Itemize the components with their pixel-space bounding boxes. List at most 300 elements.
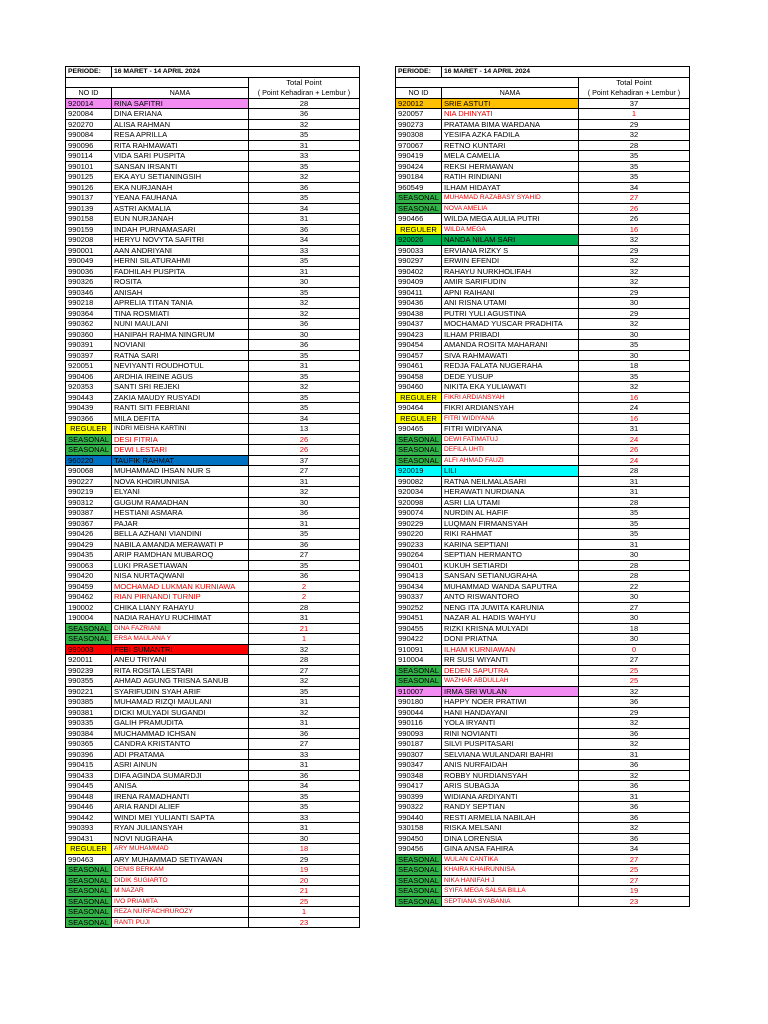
table-row (66, 424, 360, 435)
employee-name: HAPPY NOER PRATIWI (441, 697, 578, 708)
table-row (66, 581, 360, 592)
table-row (66, 98, 360, 109)
total-point-value: 1 (248, 634, 359, 645)
employee-id: 990464 (396, 403, 442, 414)
total-point-value: 31 (248, 476, 359, 487)
total-point-value: 36 (248, 182, 359, 193)
employee-id: 990423 (396, 329, 442, 340)
employee-id: 990391 (66, 340, 112, 351)
employee-id: 960549 (396, 182, 442, 193)
employee-name: ASTRI AKMALIA (111, 203, 248, 214)
total-point-value: 35 (578, 340, 689, 351)
employee-name: SEPTIANA SYABANIA (441, 896, 578, 907)
employee-id: 990074 (396, 508, 442, 519)
employee-name: RANTI SITI FEBRIANI (111, 403, 248, 414)
table-row (396, 823, 690, 834)
employee-id: 920012 (396, 98, 442, 109)
total-point-value: 13 (248, 424, 359, 435)
employee-id: 990438 (396, 308, 442, 319)
employee-id: 990229 (396, 518, 442, 529)
employee-name: NADIA RAHAYU RUCHIMAT (111, 613, 248, 624)
employee-id: 990406 (66, 371, 112, 382)
table-row (396, 760, 690, 771)
employee-name: MILA DEFITA (111, 413, 248, 424)
employee-id: 920019 (396, 466, 442, 477)
employee-name: BELLA AZHANI VIANDINI (111, 529, 248, 540)
total-point-value: 36 (578, 728, 689, 739)
table-row (396, 865, 690, 876)
table-row (66, 907, 360, 918)
total-point-value: 27 (248, 665, 359, 676)
table-row (66, 298, 360, 309)
total-point-header: Total Point (248, 77, 359, 88)
total-point-value: 36 (248, 571, 359, 582)
table-row (66, 749, 360, 760)
total-point-value: 31 (248, 697, 359, 708)
total-point-value: 32 (578, 686, 689, 697)
total-point-value: 31 (248, 760, 359, 771)
total-point-value: 35 (248, 350, 359, 361)
total-point-value: 30 (248, 497, 359, 508)
employee-name: PAJAR (111, 518, 248, 529)
employee-id: 990084 (66, 130, 112, 141)
employee-name: APRELIA TITAN TANIA (111, 298, 248, 309)
table-row (66, 634, 360, 645)
employee-id: 990239 (66, 665, 112, 676)
table-row (396, 235, 690, 246)
employee-name: MUHAMAD RAZABASY SYAHID (441, 193, 578, 204)
employee-id: 990093 (396, 728, 442, 739)
total-point-value: 31 (578, 476, 689, 487)
employee-type-tag: SEASONAL (396, 854, 442, 865)
table-row (396, 298, 690, 309)
employee-id: 990001 (66, 245, 112, 256)
header-spacer (441, 77, 578, 88)
total-point-value: 16 (578, 392, 689, 403)
total-point-value: 35 (248, 193, 359, 204)
table-row (396, 487, 690, 498)
employee-id: 990443 (66, 392, 112, 403)
employee-name: RINI NOVIANTI (441, 728, 578, 739)
employee-name: SIVA RAHMAWATI (441, 350, 578, 361)
table-row (396, 340, 690, 351)
employee-id: 990297 (396, 256, 442, 267)
employee-id: 990431 (66, 833, 112, 844)
employee-name: NIKA HANIFAH J (441, 875, 578, 886)
total-point-value: 34 (248, 413, 359, 424)
total-point-value: 36 (578, 802, 689, 813)
table-row (396, 193, 690, 204)
employee-name: WILDA MEGA AULIA PUTRI (441, 214, 578, 225)
employee-id: 990096 (66, 140, 112, 151)
total-point-value: 32 (248, 382, 359, 393)
total-point-value: 29 (578, 119, 689, 130)
employee-name: FITRI WIDIYANA (441, 424, 578, 435)
table-row (396, 445, 690, 456)
total-point-value: 16 (578, 224, 689, 235)
employee-name: DINA LORENSIA (441, 833, 578, 844)
employee-name: KUKUH SETIARDI (441, 560, 578, 571)
total-point-value: 28 (578, 497, 689, 508)
employee-name: RITA ROSITA LESTARI (111, 665, 248, 676)
total-point-value: 32 (578, 739, 689, 750)
total-point-value: 29 (578, 308, 689, 319)
employee-name: FITRI WIDIYANA (441, 413, 578, 424)
table-row (66, 224, 360, 235)
employee-name: FEBI SUMANTRI (111, 644, 248, 655)
table-row (396, 550, 690, 561)
employee-type-tag: SEASONAL (396, 455, 442, 466)
employee-id: 990422 (396, 634, 442, 645)
table-row (66, 151, 360, 162)
total-point-value: 27 (578, 854, 689, 865)
employee-name: GINA ANSA FAHIRA (441, 844, 578, 855)
total-point-value: 1 (578, 109, 689, 120)
table-row (66, 487, 360, 498)
employee-id: 990446 (66, 802, 112, 813)
employee-name: EKA NURJANAH (111, 182, 248, 193)
table-row (66, 203, 360, 214)
total-point-value: 32 (248, 707, 359, 718)
employee-id: 990434 (396, 581, 442, 592)
employee-id: 990448 (66, 791, 112, 802)
employee-id: 990044 (396, 707, 442, 718)
total-point-value: 35 (578, 161, 689, 172)
table-row (396, 844, 690, 855)
header-row-top (66, 77, 360, 88)
period-label: PERIODE: (66, 67, 112, 78)
table-row (66, 329, 360, 340)
employee-id: 910091 (396, 644, 442, 655)
table-row (66, 875, 360, 886)
table-row (396, 539, 690, 550)
employee-name: ARY MUHAMMAD SETIYAWAN (111, 854, 248, 865)
employee-name: ASRI AINUN (111, 760, 248, 771)
employee-name: DIDIK SUGIARTO (111, 875, 248, 886)
employee-name: RIKI RAHMAT (441, 529, 578, 540)
total-point-value: 30 (578, 350, 689, 361)
employee-name: RATNA SARI (111, 350, 248, 361)
table-row (66, 571, 360, 582)
employee-name: WILDA MEGA (441, 224, 578, 235)
employee-id: 990445 (66, 781, 112, 792)
employee-name: DIFA AGINDA SUMARDJI (111, 770, 248, 781)
employee-name: SEPTIAN HERMANTO (441, 550, 578, 561)
total-point-value: 36 (248, 319, 359, 330)
total-point-value: 26 (578, 203, 689, 214)
employee-name: REZA NURFACHRUROZY (111, 907, 248, 918)
employee-name: REDJA FALATA NUGERAHA (441, 361, 578, 372)
left-table-body (66, 67, 360, 928)
table-row (66, 266, 360, 277)
employee-id: 910007 (396, 686, 442, 697)
total-point-value: 35 (248, 802, 359, 813)
employee-id: 910004 (396, 655, 442, 666)
employee-name: ALFI AHMAD FAUZI (441, 455, 578, 466)
table-row (66, 592, 360, 603)
employee-name: LUKI PRASETIAWAN (111, 560, 248, 571)
total-point-value: 35 (578, 508, 689, 519)
total-point-value: 36 (248, 340, 359, 351)
total-point-value: 29 (578, 245, 689, 256)
employee-name: NISA NURTAQWANI (111, 571, 248, 582)
table-row (396, 140, 690, 151)
employee-name: NURDIN AL HAFIF (441, 508, 578, 519)
total-point-value: 31 (248, 823, 359, 834)
employee-name: ARIS SUBAGJA (441, 781, 578, 792)
table-row (396, 655, 690, 666)
table-row (66, 665, 360, 676)
table-row (66, 434, 360, 445)
total-point-value: 20 (248, 875, 359, 886)
employee-id: 990387 (66, 508, 112, 519)
total-point-value: 2 (248, 581, 359, 592)
total-point-value: 30 (578, 298, 689, 309)
employee-name: REKSI HERMAWAN (441, 161, 578, 172)
employee-id: 990346 (66, 287, 112, 298)
table-row (66, 119, 360, 130)
employee-id: 990312 (66, 497, 112, 508)
table-row (396, 886, 690, 897)
employee-id: 990465 (396, 424, 442, 435)
total-point-value: 21 (248, 623, 359, 634)
total-point-value: 35 (578, 172, 689, 183)
total-point-value: 28 (578, 571, 689, 582)
total-point-value: 37 (578, 98, 689, 109)
total-point-value: 35 (248, 403, 359, 414)
employee-name: IRENA RAMADHANTI (111, 791, 248, 802)
total-point-value: 32 (578, 823, 689, 834)
total-point-value: 26 (578, 445, 689, 456)
employee-name: FIKRI ARDIANSYAH (441, 392, 578, 403)
table-row (66, 707, 360, 718)
total-point-value: 32 (248, 644, 359, 655)
total-point-value: 2 (248, 592, 359, 603)
employee-name: RAHAYU NURKHOLIFAH (441, 266, 578, 277)
table-row (396, 581, 690, 592)
employee-id: 990458 (396, 371, 442, 382)
employee-name: RIZKI KRISNA MULYADI (441, 623, 578, 634)
total-point-value: 26 (248, 445, 359, 456)
total-point-value: 32 (248, 298, 359, 309)
employee-id: 990397 (66, 350, 112, 361)
table-row (66, 539, 360, 550)
employee-name: RITA RAHMAWATI (111, 140, 248, 151)
employee-name: ILHAM HIDAYAT (441, 182, 578, 193)
table-row (66, 781, 360, 792)
employee-id: 990460 (396, 382, 442, 393)
id-column-header: NO ID (396, 88, 442, 99)
table-row (396, 665, 690, 676)
table-row (66, 277, 360, 288)
total-point-value: 35 (578, 151, 689, 162)
employee-type-tag: SEASONAL (66, 865, 112, 876)
table-row (396, 182, 690, 193)
table-row (66, 791, 360, 802)
table-row (396, 130, 690, 141)
employee-id: 990355 (66, 676, 112, 687)
table-row (396, 392, 690, 403)
employee-id: 990116 (396, 718, 442, 729)
employee-id: 990367 (66, 518, 112, 529)
table-row (396, 571, 690, 582)
employee-id: 920084 (66, 109, 112, 120)
table-row (66, 497, 360, 508)
table-row (66, 508, 360, 519)
total-point-value: 21 (248, 886, 359, 897)
total-point-value: 31 (578, 749, 689, 760)
employee-name: AMANDA ROSITA MAHARANI (441, 340, 578, 351)
table-row (66, 256, 360, 267)
employee-id: 990347 (396, 760, 442, 771)
employee-type-tag: REGULER (396, 224, 442, 235)
total-point-value: 25 (578, 676, 689, 687)
employee-id: 990466 (396, 214, 442, 225)
employee-id: 990439 (66, 403, 112, 414)
employee-name: M NAZAR (111, 886, 248, 897)
employee-name: MELA CAMELIA (441, 151, 578, 162)
total-point-value: 35 (578, 518, 689, 529)
table-row (66, 518, 360, 529)
employee-id: 920051 (66, 361, 112, 372)
table-row (396, 875, 690, 886)
right-points-table (395, 66, 690, 907)
employee-name: RANDY SEPTIAN (441, 802, 578, 813)
table-row (66, 361, 360, 372)
employee-name: ANTO RISWANTORO (441, 592, 578, 603)
total-point-value: 36 (248, 728, 359, 739)
table-row (66, 644, 360, 655)
employee-name: HERNI SILATURAHMI (111, 256, 248, 267)
employee-name: YESIFA AZKA FADILA (441, 130, 578, 141)
table-row (66, 854, 360, 865)
employee-name: AAN ANDRIYANI (111, 245, 248, 256)
total-point-value: 37 (248, 455, 359, 466)
employee-name: ANIS NURFAIDAH (441, 760, 578, 771)
header-spacer (396, 77, 442, 88)
table-row (396, 245, 690, 256)
total-point-value: 31 (248, 718, 359, 729)
total-point-value: 35 (578, 371, 689, 382)
total-point-value: 32 (578, 266, 689, 277)
employee-name: ANI RISNA UTAMI (441, 298, 578, 309)
employee-id: 970067 (396, 140, 442, 151)
employee-type-tag: SEASONAL (66, 886, 112, 897)
table-row (66, 728, 360, 739)
total-point-value: 30 (248, 833, 359, 844)
table-row (396, 728, 690, 739)
employee-name: HERAWATI NURDIANA (441, 487, 578, 498)
employee-name: DEWI LESTARI (111, 445, 248, 456)
total-point-header: Total Point (578, 77, 689, 88)
table-row (396, 707, 690, 718)
total-point-value: 31 (578, 791, 689, 802)
employee-type-tag: SEASONAL (66, 907, 112, 918)
table-row (66, 161, 360, 172)
total-point-subheader: ( Point Kehadiran + Lembur ) (248, 88, 359, 99)
table-row (66, 812, 360, 823)
employee-id: 990233 (396, 539, 442, 550)
table-row (396, 329, 690, 340)
total-point-value: 35 (248, 686, 359, 697)
table-row (66, 172, 360, 183)
employee-id: 990413 (396, 571, 442, 582)
header-row-top (396, 77, 690, 88)
total-point-value: 35 (578, 529, 689, 540)
table-row (66, 130, 360, 141)
employee-type-tag: SEASONAL (396, 676, 442, 687)
employee-type-tag: REGULER (396, 413, 442, 424)
employee-name: NABILA AMANDA MERAWATI P (111, 539, 248, 550)
employee-name: SANSAN SETIANUGRAHA (441, 571, 578, 582)
employee-name: ERVIANA RIZKY S (441, 245, 578, 256)
total-point-value: 32 (578, 718, 689, 729)
total-point-value: 1 (248, 907, 359, 918)
employee-name: MUHAMMAD WANDA SAPUTRA (441, 581, 578, 592)
total-point-value: 25 (578, 865, 689, 876)
employee-id: 990436 (396, 298, 442, 309)
table-row (396, 497, 690, 508)
employee-id: 990415 (66, 760, 112, 771)
total-point-value: 32 (248, 487, 359, 498)
employee-name: ALISA RAHMAN (111, 119, 248, 130)
table-row (396, 592, 690, 603)
employee-name: ARIP RAMDHAN MUBAROQ (111, 550, 248, 561)
total-point-value: 28 (248, 655, 359, 666)
employee-id: 990411 (396, 287, 442, 298)
employee-id: 990326 (66, 277, 112, 288)
employee-name: NOVA KHOIRUNNISA (111, 476, 248, 487)
employee-name: DEDEN SAPUTRA (441, 665, 578, 676)
table-row (396, 214, 690, 225)
table-row (396, 119, 690, 130)
employee-id: 990433 (66, 770, 112, 781)
total-point-value: 29 (578, 707, 689, 718)
employee-type-tag: SEASONAL (396, 875, 442, 886)
employee-name: MUHAMAD RIZQI MAULANI (111, 697, 248, 708)
employee-name: NANDA NILAM SARI (441, 235, 578, 246)
header-row-bottom (66, 88, 360, 99)
employee-name: ANISA (111, 781, 248, 792)
employee-name: MOCHAMAD LUKMAN KURNIAWA (111, 581, 248, 592)
total-point-value: 31 (248, 518, 359, 529)
table-row (396, 109, 690, 120)
employee-name: WULAN CANTIKA (441, 854, 578, 865)
total-point-value: 27 (248, 550, 359, 561)
employee-id: 990442 (66, 812, 112, 823)
table-row (66, 466, 360, 477)
period-label: PERIODE: (396, 67, 442, 78)
employee-name: RETNO KUNTARI (441, 140, 578, 151)
table-row (66, 770, 360, 781)
employee-type-tag: SEASONAL (396, 193, 442, 204)
employee-id: 990158 (66, 214, 112, 225)
employee-type-tag: SEASONAL (66, 623, 112, 634)
employee-id: 990360 (66, 329, 112, 340)
total-point-value: 32 (578, 235, 689, 246)
employee-name: NOVA AMELIA (441, 203, 578, 214)
employee-name: NOVIANI (111, 340, 248, 351)
employee-name: MOCHAMAD YUSCAR PRADHITA (441, 319, 578, 330)
total-point-value: 23 (248, 917, 359, 928)
employee-id: 990365 (66, 739, 112, 750)
employee-name: ANISAH (111, 287, 248, 298)
table-row (396, 287, 690, 298)
employee-id: 990385 (66, 697, 112, 708)
total-point-value: 32 (248, 676, 359, 687)
table-row (66, 235, 360, 246)
employee-type-tag: SEASONAL (66, 434, 112, 445)
